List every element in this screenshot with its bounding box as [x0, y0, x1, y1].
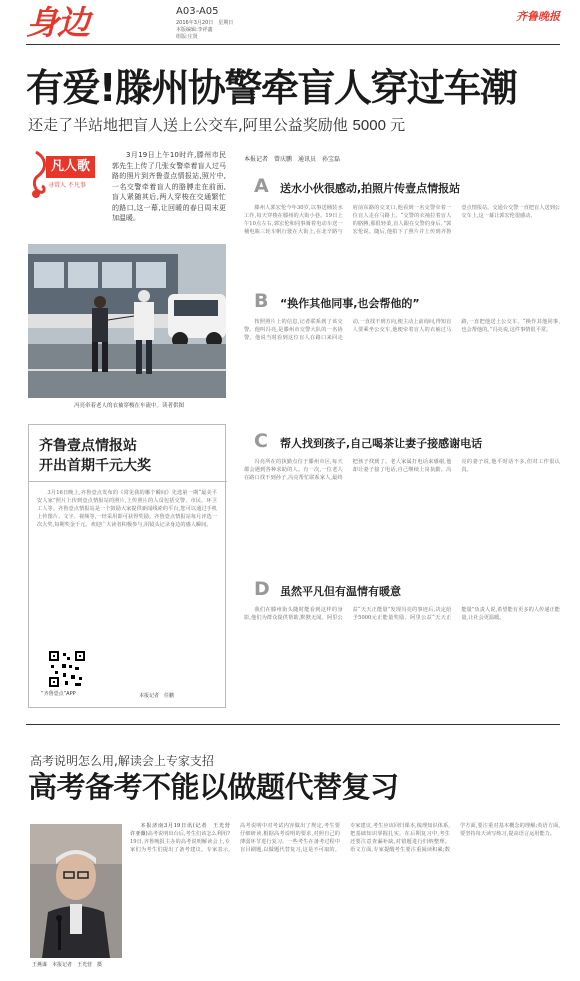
gaokao-photo	[30, 824, 122, 958]
section-c-body	[244, 458, 560, 568]
gaokao-headline: 高考备考不能以做题代替复习	[28, 770, 399, 804]
section-b-letter: B	[254, 290, 269, 312]
fanrenge-logo	[28, 148, 112, 204]
section-d-body	[244, 606, 560, 710]
section-a-title: 送水小伙很感动,拍照片传壹点情报站	[280, 182, 461, 195]
gaokao-body-text: 高考说明出台后,考生们该怎么利用?19日,齐鲁晚报主办的高考说明解读会上,专家们为考生们提出了备考建议。专家表示,高考说明中对考试内容做出了规定,考生要仔细研读,根据高考说明的要求,对照自己的薄弱环节进行复习。一些考生在备考过程中盲目刷题,以做题代替复习,这是不可取的。专家建议,考生应该回归课本,梳理知识体系,把基础知识掌握扎实。在后期复习中,考生还要注意查漏补缺,对错题进行归纳整理。语文方面,专家提醒考生要注重阅读积累;数学方面,要注重对基本概念的理解;英语方面,要坚持每天读写练习,提高语言运用能力。	[130, 823, 560, 853]
story-divider	[26, 724, 560, 725]
section-a-header	[254, 175, 554, 199]
info-box-rule	[29, 481, 227, 482]
date-line: 2016年3月20日 星期日	[176, 20, 234, 26]
page-range: A03-A05	[176, 6, 219, 17]
proof-line: 组版:庄贤	[176, 34, 198, 40]
section-d-title: 虽然平凡但有温情有暖意	[280, 585, 401, 598]
gaokao-text	[130, 822, 560, 854]
gaokao-body	[130, 822, 560, 974]
section-c-header	[254, 430, 554, 454]
subheadline-amount: 5000 元	[352, 117, 406, 134]
main-byline: 本报记者 曾庆鹏 通讯员 孙宝磊	[244, 156, 341, 163]
masthead-bar	[26, 4, 560, 42]
qr-code-icon	[47, 649, 87, 689]
logo-subtext: 寻常人 不凡事	[48, 182, 86, 189]
section-c-title: 帮人找到孩子,自己喝茶让妻子接感谢电话	[280, 437, 483, 450]
section-b-header	[254, 290, 554, 314]
section-d-letter: D	[254, 578, 270, 600]
qr-caption: “齐鲁壹点”APP	[41, 691, 76, 697]
logo-text: 凡人歌	[46, 156, 95, 178]
section-a-letter: A	[254, 175, 269, 197]
brand-logo: 齐鲁晚报	[516, 10, 560, 23]
info-box-byline: 本报记者 任鹏	[139, 693, 175, 699]
header-rule	[26, 44, 560, 45]
section-b-body	[244, 318, 560, 420]
editor-line: 本版编辑:李祥鑫	[176, 27, 213, 33]
photo-caption: 冯亮牵着老人的衣袖穿梭在车流中。读者供图	[74, 403, 185, 409]
info-box-body	[37, 489, 217, 649]
street-scene-photo	[28, 244, 226, 398]
gaokao-photo-caption: 王燕谋 本报记者 王光营 摄	[32, 962, 103, 968]
section-b-text: 按照照片上的信息,记者联系到了该交警。他叫冯亮,是滕州市交警大队的一名协警。他说当时看到这位盲人在路口来回走动,一直找不到方向,便主动上前询问,得知盲人要乘坐公交车,他便牵着盲人的衣袖过马路,一直把他送上公交车。“换作其他同事,也会帮他的。”冯亮说,这件事情很平常。	[244, 319, 560, 341]
qr-code	[47, 649, 87, 689]
info-box	[28, 424, 226, 708]
section-c-text: 冯亮所在的执勤点位于滕州市区,每天都会遇到各种求助的人。有一次,一位老人在路口找不到孙子,冯亮帮忙联系家人,最终把孩子找到了。老人家属打电话来感谢,他却让妻子接了电话,自己继续上岗执勤。冯亮的妻子说,他平时话不多,但对工作很认真。	[244, 459, 560, 481]
subheadline-text: 还走了半站地把盲人送上公交车,阿里公益奖励他	[28, 116, 353, 134]
info-box-text: 3月16日晚上,齐鲁壹点发布的《常见我的哪个瞬间》先选第一期“最美平安人家”照片上传到壹点情报站的照片,上传照片的人员包括交警、市民、环卫工人等。齐鲁壹点情报站是一个鼓励大家提供新闻线索的平台,您可以通过手机上传图片、文字、视频等,一经采用即可获得奖励。齐鲁壹点情报站每月评选一次大奖,每期奖金千元。欢迎广大读者积极参与,用镜头记录身边的感人瞬间。	[37, 490, 217, 528]
section-d-header	[254, 578, 554, 602]
info-box-title-2: 开出首期千元大奖	[39, 458, 151, 474]
gaokao-byline: 本报济南3月19日讯(记者 王光营 许亚薇)	[130, 823, 236, 837]
gaokao-kicker: 高考说明怎么用,解读会上专家支招	[30, 754, 214, 768]
main-photo	[28, 244, 226, 398]
section-b-title: “换作其他同事,也会帮他的”	[280, 297, 420, 310]
main-headline: 有爱!滕州协警牵盲人穿过车潮	[26, 66, 517, 110]
section-c-letter: C	[254, 430, 268, 452]
intro-text: 3月19日上午10时许,滕州市民郭先生上传了几张女警牵着盲人过马路的照片到齐鲁壹点情报站,照片中,一名交警牵着盲人的胳膊走在前面,盲人紧随其后,两人穿梭在交通繁忙的路口,这一幕,让回暖的春日周末更加温暖。	[112, 151, 226, 222]
intro-paragraph	[112, 150, 226, 238]
info-box-title-1: 齐鲁壹点情报站	[39, 438, 137, 454]
column-name: 身边	[26, 3, 88, 42]
section-d-text: 我们在滕州街头随时能看到这样的身影,他们为群众提供帮助,默默无闻。阿里公益“天天正能量”发现冯亮的事迹后,决定给予5000元正能量奖励。阿里公益“天天正能量”负责人说,希望能有更多的人传递正能量,让社会更温暖。	[244, 607, 560, 621]
speaker-portrait-photo	[30, 824, 122, 958]
section-a-body	[244, 204, 560, 284]
main-subheadline	[28, 114, 405, 135]
section-a-text: 滕州人郭宏伦今年30岁,以事送桶装水工作,每天穿梭在滕州的大街小巷。19日上午10点左右,郭宏伦和同事骑着电动车送一桶电瓶三轮车帆行驶在大街上,在北辛路与府前东路的交叉口,他看到一名交警牵着一位盲人走在马路上。“交警的衣袖拉着盲人的胳膊,那很轻柔,盲人跟在交警的身后。”郭宏伦说。随后,他拍下了照片并上传到齐鲁壹点情报站。交通台交警一直把盲人送到公交车上,这一幕让郭宏伦很感动。	[244, 205, 560, 235]
